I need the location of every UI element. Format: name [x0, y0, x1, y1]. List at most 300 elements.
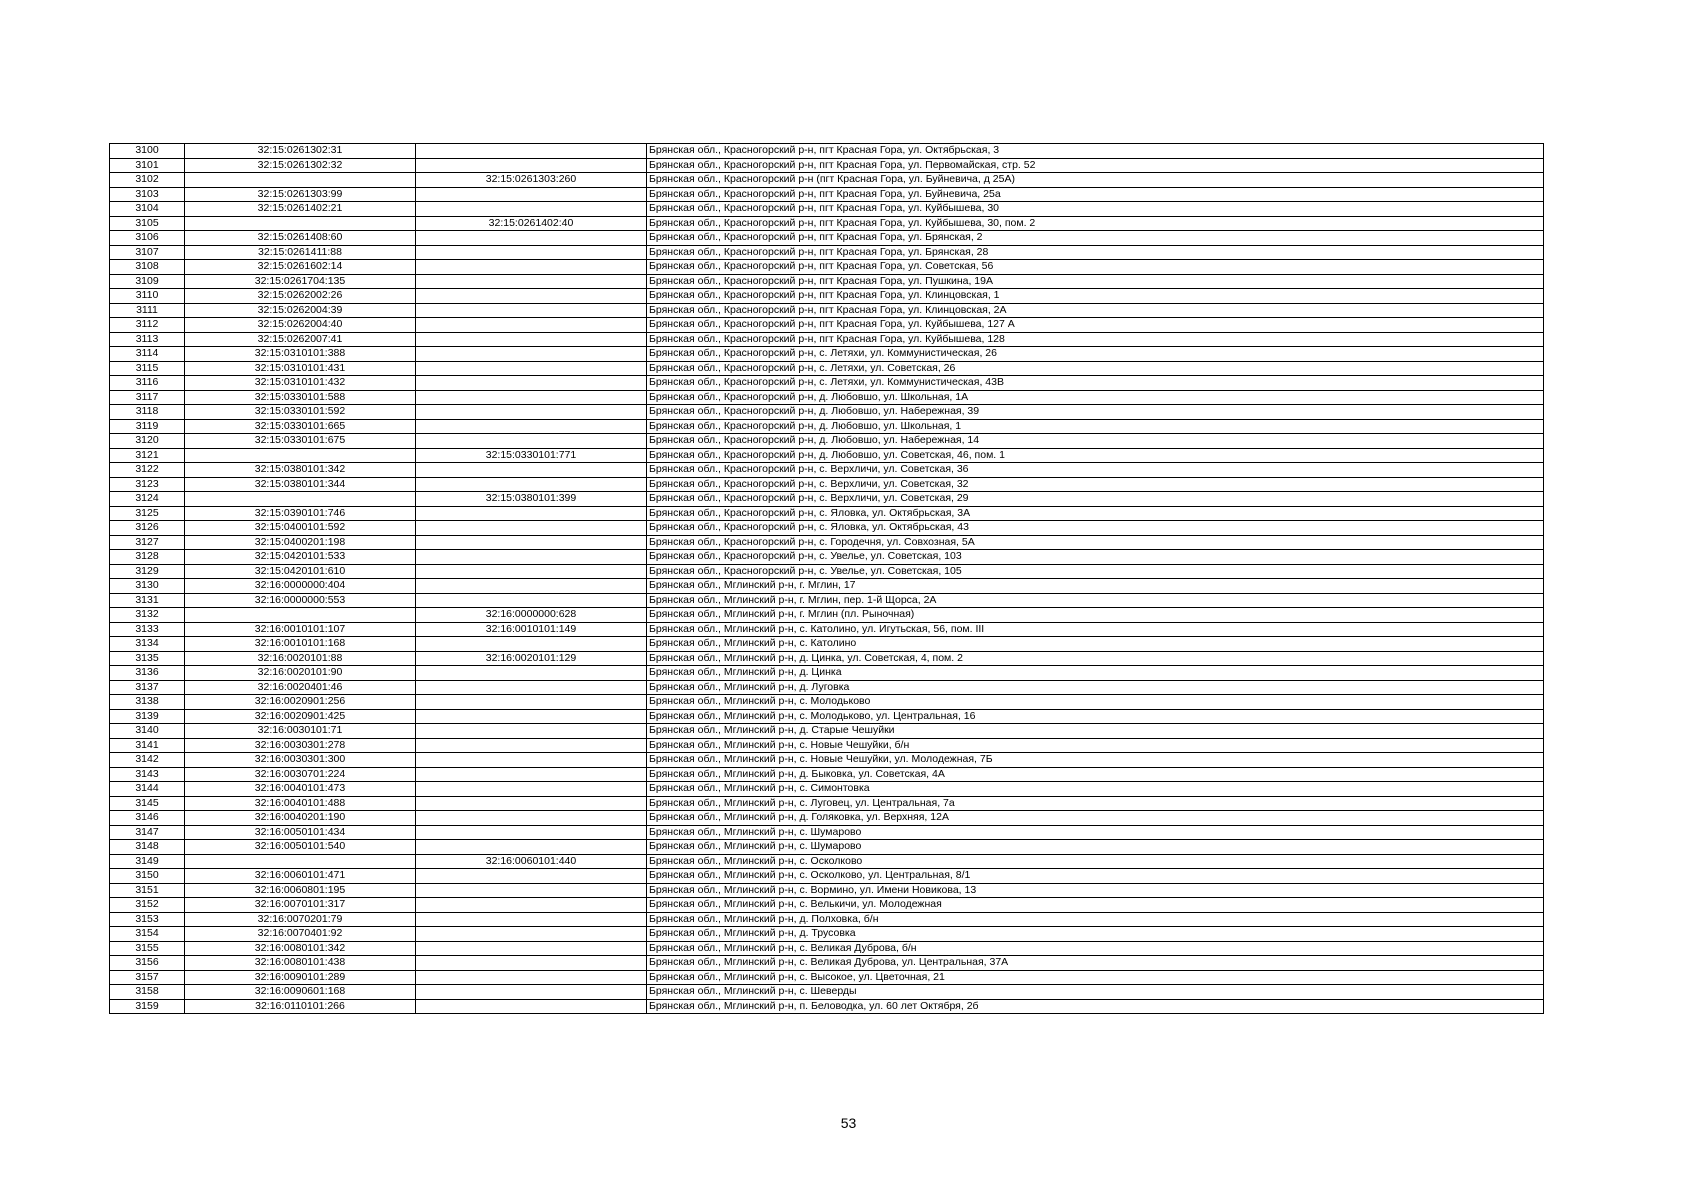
cadastral-number-cell: 32:15:0380101:344 — [185, 477, 416, 492]
cadastral-number-cell — [185, 854, 416, 869]
row-number-cell: 3109 — [110, 274, 185, 289]
row-number-cell: 3154 — [110, 927, 185, 942]
row-number-cell: 3146 — [110, 811, 185, 826]
address-cell: Брянская обл., Красногорский р-н, пгт Красная Гора, ул. Буйневича, 25а — [647, 187, 1544, 202]
related-cadastral-number-cell — [416, 274, 647, 289]
related-cadastral-number-cell — [416, 463, 647, 478]
related-cadastral-number-cell — [416, 231, 647, 246]
related-cadastral-number-cell — [416, 709, 647, 724]
address-cell: Брянская обл., Красногорский р-н, д. Любовшо, ул. Школьная, 1 — [647, 419, 1544, 434]
row-number-cell: 3120 — [110, 434, 185, 449]
related-cadastral-number-cell: 32:16:0000000:628 — [416, 608, 647, 623]
cadastral-number-cell: 32:15:0330101:588 — [185, 390, 416, 405]
address-cell: Брянская обл., Мглинский р-н, с. Великая Дуброва, б/н — [647, 941, 1544, 956]
row-number-cell: 3139 — [110, 709, 185, 724]
address-cell: Брянская обл., Красногорский р-н, с. Увелье, ул. Советская, 103 — [647, 550, 1544, 565]
related-cadastral-number-cell — [416, 941, 647, 956]
related-cadastral-number-cell — [416, 303, 647, 318]
cadastral-number-cell: 32:15:0262004:40 — [185, 318, 416, 333]
table-row — [110, 274, 1544, 289]
row-number-cell: 3132 — [110, 608, 185, 623]
row-number-cell: 3156 — [110, 956, 185, 971]
row-number-cell: 3141 — [110, 738, 185, 753]
cadastral-number-cell: 32:16:0090101:289 — [185, 970, 416, 985]
related-cadastral-number-cell — [416, 144, 647, 159]
table-row — [110, 231, 1544, 246]
row-number-cell: 3105 — [110, 216, 185, 231]
row-number-cell: 3129 — [110, 564, 185, 579]
row-number-cell: 3116 — [110, 376, 185, 391]
address-cell: Брянская обл., Мглинский р-н, д. Полховка, б/н — [647, 912, 1544, 927]
related-cadastral-number-cell: 32:15:0330101:771 — [416, 448, 647, 463]
related-cadastral-number-cell — [416, 680, 647, 695]
cadastral-number-cell: 32:16:0080101:438 — [185, 956, 416, 971]
cadastral-number-cell: 32:16:0070201:79 — [185, 912, 416, 927]
table-row — [110, 796, 1544, 811]
related-cadastral-number-cell — [416, 738, 647, 753]
address-cell: Брянская обл., Мглинский р-н, с. Велькичи, ул. Молодежная — [647, 898, 1544, 913]
cadastral-number-cell: 32:16:0020901:256 — [185, 695, 416, 710]
table-row — [110, 898, 1544, 913]
address-cell: Брянская обл., Красногорский р-н, пгт Красная Гора, ул. Клинцовская, 2А — [647, 303, 1544, 318]
row-number-cell: 3107 — [110, 245, 185, 260]
related-cadastral-number-cell — [416, 796, 647, 811]
table-row — [110, 318, 1544, 333]
row-number-cell: 3144 — [110, 782, 185, 797]
row-number-cell: 3128 — [110, 550, 185, 565]
cadastral-number-cell: 32:16:0080101:342 — [185, 941, 416, 956]
table-row — [110, 724, 1544, 739]
table-row — [110, 999, 1544, 1014]
related-cadastral-number-cell — [416, 260, 647, 275]
table-row — [110, 216, 1544, 231]
cadastral-number-cell: 32:16:0000000:404 — [185, 579, 416, 594]
row-number-cell: 3123 — [110, 477, 185, 492]
address-cell: Брянская обл., Красногорский р-н, пгт Красная Гора, ул. Брянская, 28 — [647, 245, 1544, 260]
address-cell: Брянская обл., Мглинский р-н, с. Католино, ул. Игутьская, 56, пом. III — [647, 622, 1544, 637]
address-cell: Брянская обл., Мглинский р-н, д. Быковка, ул. Советская, 4А — [647, 767, 1544, 782]
registry-table-body — [110, 144, 1544, 1014]
table-row — [110, 956, 1544, 971]
related-cadastral-number-cell — [416, 579, 647, 594]
table-row — [110, 202, 1544, 217]
table-row — [110, 782, 1544, 797]
address-cell: Брянская обл., Мглинский р-н, с. Молодьково, ул. Центральная, 16 — [647, 709, 1544, 724]
row-number-cell: 3108 — [110, 260, 185, 275]
address-cell: Брянская обл., Красногорский р-н, с. Верхличи, ул. Советская, 29 — [647, 492, 1544, 507]
cadastral-number-cell: 32:15:0261302:32 — [185, 158, 416, 173]
row-number-cell: 3103 — [110, 187, 185, 202]
row-number-cell: 3133 — [110, 622, 185, 637]
address-cell: Брянская обл., Мглинский р-н, с. Луговец, ул. Центральная, 7а — [647, 796, 1544, 811]
address-cell: Брянская обл., Красногорский р-н, пгт Красная Гора, ул. Клинцовская, 1 — [647, 289, 1544, 304]
cadastral-number-cell: 32:16:0040101:473 — [185, 782, 416, 797]
address-cell: Брянская обл., Мглинский р-н, с. Осколково, ул. Центральная, 8/1 — [647, 869, 1544, 884]
cadastral-number-cell: 32:16:0110101:266 — [185, 999, 416, 1014]
address-cell: Брянская обл., Мглинский р-н, с. Великая Дуброва, ул. Центральная, 37А — [647, 956, 1544, 971]
row-number-cell: 3102 — [110, 173, 185, 188]
cadastral-number-cell: 32:15:0380101:342 — [185, 463, 416, 478]
related-cadastral-number-cell — [416, 753, 647, 768]
cadastral-number-cell: 32:15:0261704:135 — [185, 274, 416, 289]
row-number-cell: 3149 — [110, 854, 185, 869]
table-row — [110, 158, 1544, 173]
table-row — [110, 767, 1544, 782]
address-cell: Брянская обл., Мглинский р-н, п. Беловодка, ул. 60 лет Октября, 2б — [647, 999, 1544, 1014]
related-cadastral-number-cell — [416, 187, 647, 202]
cadastral-number-cell: 32:15:0261402:21 — [185, 202, 416, 217]
related-cadastral-number-cell: 32:16:0020101:129 — [416, 651, 647, 666]
related-cadastral-number-cell — [416, 289, 647, 304]
table-row — [110, 840, 1544, 855]
table-row — [110, 753, 1544, 768]
table-row — [110, 941, 1544, 956]
cadastral-number-cell: 32:16:0070401:92 — [185, 927, 416, 942]
table-row — [110, 173, 1544, 188]
related-cadastral-number-cell — [416, 666, 647, 681]
related-cadastral-number-cell: 32:15:0380101:399 — [416, 492, 647, 507]
related-cadastral-number-cell: 32:16:0010101:149 — [416, 622, 647, 637]
related-cadastral-number-cell — [416, 767, 647, 782]
related-cadastral-number-cell — [416, 883, 647, 898]
cadastral-number-cell: 32:16:0050101:434 — [185, 825, 416, 840]
cadastral-number-cell: 32:16:0010101:107 — [185, 622, 416, 637]
table-row — [110, 289, 1544, 304]
table-row — [110, 361, 1544, 376]
table-row — [110, 883, 1544, 898]
address-cell: Брянская обл., Мглинский р-н, с. Вормино, ул. Имени Новикова, 13 — [647, 883, 1544, 898]
address-cell: Брянская обл., Красногорский р-н, пгт Красная Гора, ул. Октябрьская, 3 — [647, 144, 1544, 159]
related-cadastral-number-cell — [416, 724, 647, 739]
cadastral-number-cell: 32:15:0310101:432 — [185, 376, 416, 391]
table-row — [110, 651, 1544, 666]
cadastral-number-cell: 32:16:0040101:488 — [185, 796, 416, 811]
table-row — [110, 854, 1544, 869]
row-number-cell: 3131 — [110, 593, 185, 608]
address-cell: Брянская обл., Мглинский р-н, с. Шумарово — [647, 840, 1544, 855]
related-cadastral-number-cell — [416, 985, 647, 1000]
cadastral-number-cell: 32:16:0020901:425 — [185, 709, 416, 724]
table-row — [110, 550, 1544, 565]
cadastral-number-cell: 32:16:0060101:471 — [185, 869, 416, 884]
address-cell: Брянская обл., Красногорский р-н, д. Любовшо, ул. Школьная, 1А — [647, 390, 1544, 405]
address-cell: Брянская обл., Красногорский р-н, с. Яловка, ул. Октябрьская, 43 — [647, 521, 1544, 536]
table-row — [110, 260, 1544, 275]
cadastral-number-cell: 32:16:0020101:90 — [185, 666, 416, 681]
cadastral-number-cell: 32:15:0400101:592 — [185, 521, 416, 536]
row-number-cell: 3122 — [110, 463, 185, 478]
address-cell: Брянская обл., Красногорский р-н, с. Яловка, ул. Октябрьская, 3А — [647, 506, 1544, 521]
related-cadastral-number-cell — [416, 970, 647, 985]
cadastral-number-cell: 32:16:0090601:168 — [185, 985, 416, 1000]
row-number-cell: 3137 — [110, 680, 185, 695]
table-row — [110, 564, 1544, 579]
cadastral-number-cell — [185, 448, 416, 463]
address-cell: Брянская обл., Мглинский р-н, с. Высокое, ул. Цветочная, 21 — [647, 970, 1544, 985]
related-cadastral-number-cell — [416, 361, 647, 376]
related-cadastral-number-cell — [416, 521, 647, 536]
related-cadastral-number-cell — [416, 869, 647, 884]
row-number-cell: 3159 — [110, 999, 185, 1014]
cadastral-number-cell: 32:16:0030301:278 — [185, 738, 416, 753]
address-cell: Брянская обл., Красногорский р-н, д. Любовшо, ул. Набережная, 14 — [647, 434, 1544, 449]
cadastral-number-cell: 32:15:0262002:26 — [185, 289, 416, 304]
related-cadastral-number-cell — [416, 564, 647, 579]
table-row — [110, 985, 1544, 1000]
row-number-cell: 3113 — [110, 332, 185, 347]
table-row — [110, 680, 1544, 695]
related-cadastral-number-cell — [416, 158, 647, 173]
related-cadastral-number-cell — [416, 999, 647, 1014]
row-number-cell: 3145 — [110, 796, 185, 811]
related-cadastral-number-cell — [416, 390, 647, 405]
related-cadastral-number-cell — [416, 956, 647, 971]
table-row — [110, 506, 1544, 521]
related-cadastral-number-cell — [416, 593, 647, 608]
row-number-cell: 3148 — [110, 840, 185, 855]
address-cell: Брянская обл., Красногорский р-н, пгт Красная Гора, ул. Куйбышева, 128 — [647, 332, 1544, 347]
table-row — [110, 709, 1544, 724]
cadastral-number-cell: 32:16:0010101:168 — [185, 637, 416, 652]
row-number-cell: 3104 — [110, 202, 185, 217]
cadastral-number-cell: 32:15:0330101:675 — [185, 434, 416, 449]
table-row — [110, 521, 1544, 536]
row-number-cell: 3150 — [110, 869, 185, 884]
row-number-cell: 3117 — [110, 390, 185, 405]
row-number-cell: 3101 — [110, 158, 185, 173]
related-cadastral-number-cell — [416, 927, 647, 942]
table-row — [110, 303, 1544, 318]
address-cell: Брянская обл., Мглинский р-н, д. Цинка — [647, 666, 1544, 681]
cadastral-number-cell: 32:15:0262007:41 — [185, 332, 416, 347]
table-row — [110, 927, 1544, 942]
table-row — [110, 434, 1544, 449]
cadastral-number-cell: 32:16:0070101:317 — [185, 898, 416, 913]
related-cadastral-number-cell — [416, 912, 647, 927]
address-cell: Брянская обл., Мглинский р-н, с. Осколково — [647, 854, 1544, 869]
table-row — [110, 448, 1544, 463]
table-row — [110, 593, 1544, 608]
related-cadastral-number-cell — [416, 535, 647, 550]
row-number-cell: 3151 — [110, 883, 185, 898]
cadastral-number-cell: 32:15:0400201:198 — [185, 535, 416, 550]
address-cell: Брянская обл., Красногорский р-н, пгт Красная Гора, ул. Куйбышева, 127 А — [647, 318, 1544, 333]
cadastral-number-cell — [185, 492, 416, 507]
table-row — [110, 622, 1544, 637]
table-row — [110, 579, 1544, 594]
row-number-cell: 3142 — [110, 753, 185, 768]
related-cadastral-number-cell: 32:15:0261402:40 — [416, 216, 647, 231]
address-cell: Брянская обл., Красногорский р-н, пгт Красная Гора, ул. Советская, 56 — [647, 260, 1544, 275]
related-cadastral-number-cell — [416, 405, 647, 420]
related-cadastral-number-cell — [416, 840, 647, 855]
row-number-cell: 3119 — [110, 419, 185, 434]
address-cell: Брянская обл., Мглинский р-н, г. Мглин (пл. Рыночная) — [647, 608, 1544, 623]
row-number-cell: 3125 — [110, 506, 185, 521]
row-number-cell: 3136 — [110, 666, 185, 681]
address-cell: Брянская обл., Мглинский р-н, с. Симонтовка — [647, 782, 1544, 797]
address-cell: Брянская обл., Красногорский р-н, с. Летяхи, ул. Советская, 26 — [647, 361, 1544, 376]
cadastral-number-cell: 32:16:0020401:46 — [185, 680, 416, 695]
cadastral-number-cell: 32:16:0050101:540 — [185, 840, 416, 855]
table-row — [110, 535, 1544, 550]
table-row — [110, 477, 1544, 492]
table-row — [110, 187, 1544, 202]
table-row — [110, 695, 1544, 710]
table-row — [110, 666, 1544, 681]
table-row — [110, 463, 1544, 478]
row-number-cell: 3121 — [110, 448, 185, 463]
related-cadastral-number-cell — [416, 419, 647, 434]
related-cadastral-number-cell — [416, 477, 647, 492]
address-cell: Брянская обл., Мглинский р-н, д. Цинка, ул. Советская, 4, пом. 2 — [647, 651, 1544, 666]
address-cell: Брянская обл., Красногорский р-н, с. Летяхи, ул. Коммунистическая, 26 — [647, 347, 1544, 362]
cadastral-number-cell: 32:15:0261408:60 — [185, 231, 416, 246]
table-row — [110, 144, 1544, 159]
cadastral-number-cell — [185, 608, 416, 623]
cadastral-number-cell: 32:15:0420101:533 — [185, 550, 416, 565]
related-cadastral-number-cell — [416, 332, 647, 347]
table-row — [110, 245, 1544, 260]
related-cadastral-number-cell: 32:15:0261303:260 — [416, 173, 647, 188]
row-number-cell: 3112 — [110, 318, 185, 333]
address-cell: Брянская обл., Красногорский р-н, пгт Красная Гора, ул. Пушкина, 19А — [647, 274, 1544, 289]
related-cadastral-number-cell — [416, 202, 647, 217]
table-row — [110, 738, 1544, 753]
cadastral-number-cell: 32:15:0261303:99 — [185, 187, 416, 202]
address-cell: Брянская обл., Мглинский р-н, с. Новые Чешуйки, б/н — [647, 738, 1544, 753]
related-cadastral-number-cell — [416, 245, 647, 260]
table-row — [110, 376, 1544, 391]
address-cell: Брянская обл., Мглинский р-н, с. Шеверды — [647, 985, 1544, 1000]
address-cell: Брянская обл., Мглинский р-н, с. Шумарово — [647, 825, 1544, 840]
row-number-cell: 3138 — [110, 695, 185, 710]
page-number: 53 — [840, 1115, 857, 1131]
cadastral-number-cell: 32:16:0030701:224 — [185, 767, 416, 782]
related-cadastral-number-cell — [416, 318, 647, 333]
row-number-cell: 3134 — [110, 637, 185, 652]
row-number-cell: 3106 — [110, 231, 185, 246]
cadastral-number-cell: 32:16:0030101:71 — [185, 724, 416, 739]
row-number-cell: 3152 — [110, 898, 185, 913]
table-row — [110, 811, 1544, 826]
address-cell: Брянская обл., Мглинский р-н, д. Голяковка, ул. Верхняя, 12А — [647, 811, 1544, 826]
table-row — [110, 608, 1544, 623]
cadastral-number-cell: 32:15:0390101:746 — [185, 506, 416, 521]
row-number-cell: 3135 — [110, 651, 185, 666]
cadastral-number-cell: 32:15:0330101:592 — [185, 405, 416, 420]
related-cadastral-number-cell — [416, 347, 647, 362]
row-number-cell: 3130 — [110, 579, 185, 594]
address-cell: Брянская обл., Мглинский р-н, с. Католино — [647, 637, 1544, 652]
row-number-cell: 3124 — [110, 492, 185, 507]
cadastral-number-cell: 32:15:0261302:31 — [185, 144, 416, 159]
cadastral-number-cell: 32:15:0330101:665 — [185, 419, 416, 434]
address-cell: Брянская обл., Мглинский р-н, г. Мглин, пер. 1-й Щорса, 2А — [647, 593, 1544, 608]
table-row — [110, 869, 1544, 884]
table-row — [110, 347, 1544, 362]
address-cell: Брянская обл., Красногорский р-н, пгт Красная Гора, ул. Куйбышева, 30 — [647, 202, 1544, 217]
cadastral-number-cell: 32:15:0310101:431 — [185, 361, 416, 376]
address-cell: Брянская обл., Красногорский р-н, пгт Красная Гора, ул. Первомайская, стр. 52 — [647, 158, 1544, 173]
address-cell: Брянская обл., Мглинский р-н, с. Новые Чешуйки, ул. Молодежная, 7Б — [647, 753, 1544, 768]
related-cadastral-number-cell — [416, 898, 647, 913]
row-number-cell: 3118 — [110, 405, 185, 420]
address-cell: Брянская обл., Красногорский р-н, с. Верхличи, ул. Советская, 36 — [647, 463, 1544, 478]
cadastral-number-cell: 32:15:0262004:39 — [185, 303, 416, 318]
registry-table — [109, 143, 1544, 1014]
row-number-cell: 3115 — [110, 361, 185, 376]
table-row — [110, 970, 1544, 985]
table-row — [110, 405, 1544, 420]
address-cell: Брянская обл., Красногорский р-н, с. Увелье, ул. Советская, 105 — [647, 564, 1544, 579]
address-cell: Брянская обл., Красногорский р-н, д. Любовшо, ул. Советская, 46, пом. 1 — [647, 448, 1544, 463]
related-cadastral-number-cell — [416, 506, 647, 521]
address-cell: Брянская обл., Мглинский р-н, д. Луговка — [647, 680, 1544, 695]
row-number-cell: 3147 — [110, 825, 185, 840]
table-row — [110, 492, 1544, 507]
row-number-cell: 3110 — [110, 289, 185, 304]
address-cell: Брянская обл., Мглинский р-н, г. Мглин, 17 — [647, 579, 1544, 594]
row-number-cell: 3155 — [110, 941, 185, 956]
table-row — [110, 332, 1544, 347]
related-cadastral-number-cell — [416, 434, 647, 449]
table-row — [110, 390, 1544, 405]
related-cadastral-number-cell — [416, 811, 647, 826]
address-cell: Брянская обл., Красногорский р-н, с. Летяхи, ул. Коммунистическая, 43В — [647, 376, 1544, 391]
address-cell: Брянская обл., Красногорский р-н, с. Городечня, ул. Совхозная, 5А — [647, 535, 1544, 550]
address-cell: Брянская обл., Мглинский р-н, с. Молодьково — [647, 695, 1544, 710]
row-number-cell: 3140 — [110, 724, 185, 739]
row-number-cell: 3157 — [110, 970, 185, 985]
related-cadastral-number-cell: 32:16:0060101:440 — [416, 854, 647, 869]
address-cell: Брянская обл., Мглинский р-н, д. Трусовка — [647, 927, 1544, 942]
address-cell: Брянская обл., Красногорский р-н, с. Верхличи, ул. Советская, 32 — [647, 477, 1544, 492]
row-number-cell: 3158 — [110, 985, 185, 1000]
related-cadastral-number-cell — [416, 637, 647, 652]
row-number-cell: 3126 — [110, 521, 185, 536]
cadastral-number-cell: 32:15:0310101:388 — [185, 347, 416, 362]
related-cadastral-number-cell — [416, 782, 647, 797]
row-number-cell: 3143 — [110, 767, 185, 782]
cadastral-number-cell: 32:16:0040201:190 — [185, 811, 416, 826]
row-number-cell: 3111 — [110, 303, 185, 318]
row-number-cell: 3153 — [110, 912, 185, 927]
cadastral-number-cell — [185, 216, 416, 231]
address-cell: Брянская обл., Красногорский р-н, пгт Красная Гора, ул. Брянская, 2 — [647, 231, 1544, 246]
address-cell: Брянская обл., Мглинский р-н, д. Старые Чешуйки — [647, 724, 1544, 739]
cadastral-number-cell: 32:15:0261602:14 — [185, 260, 416, 275]
cadastral-number-cell: 32:15:0420101:610 — [185, 564, 416, 579]
cadastral-number-cell — [185, 173, 416, 188]
cadastral-number-cell: 32:16:0060801:195 — [185, 883, 416, 898]
row-number-cell: 3100 — [110, 144, 185, 159]
cadastral-number-cell: 32:16:0030301:300 — [185, 753, 416, 768]
cadastral-number-cell: 32:16:0020101:88 — [185, 651, 416, 666]
cadastral-number-cell: 32:16:0000000:553 — [185, 593, 416, 608]
row-number-cell: 3127 — [110, 535, 185, 550]
related-cadastral-number-cell — [416, 825, 647, 840]
table-row — [110, 912, 1544, 927]
cadastral-number-cell: 32:15:0261411:88 — [185, 245, 416, 260]
address-cell: Брянская обл., Красногорский р-н, д. Любовшо, ул. Набережная, 39 — [647, 405, 1544, 420]
related-cadastral-number-cell — [416, 376, 647, 391]
table-row — [110, 825, 1544, 840]
table-row — [110, 637, 1544, 652]
address-cell: Брянская обл., Красногорский р-н (пгт Красная Гора, ул. Буйневича, д 25А) — [647, 173, 1544, 188]
related-cadastral-number-cell — [416, 695, 647, 710]
related-cadastral-number-cell — [416, 550, 647, 565]
